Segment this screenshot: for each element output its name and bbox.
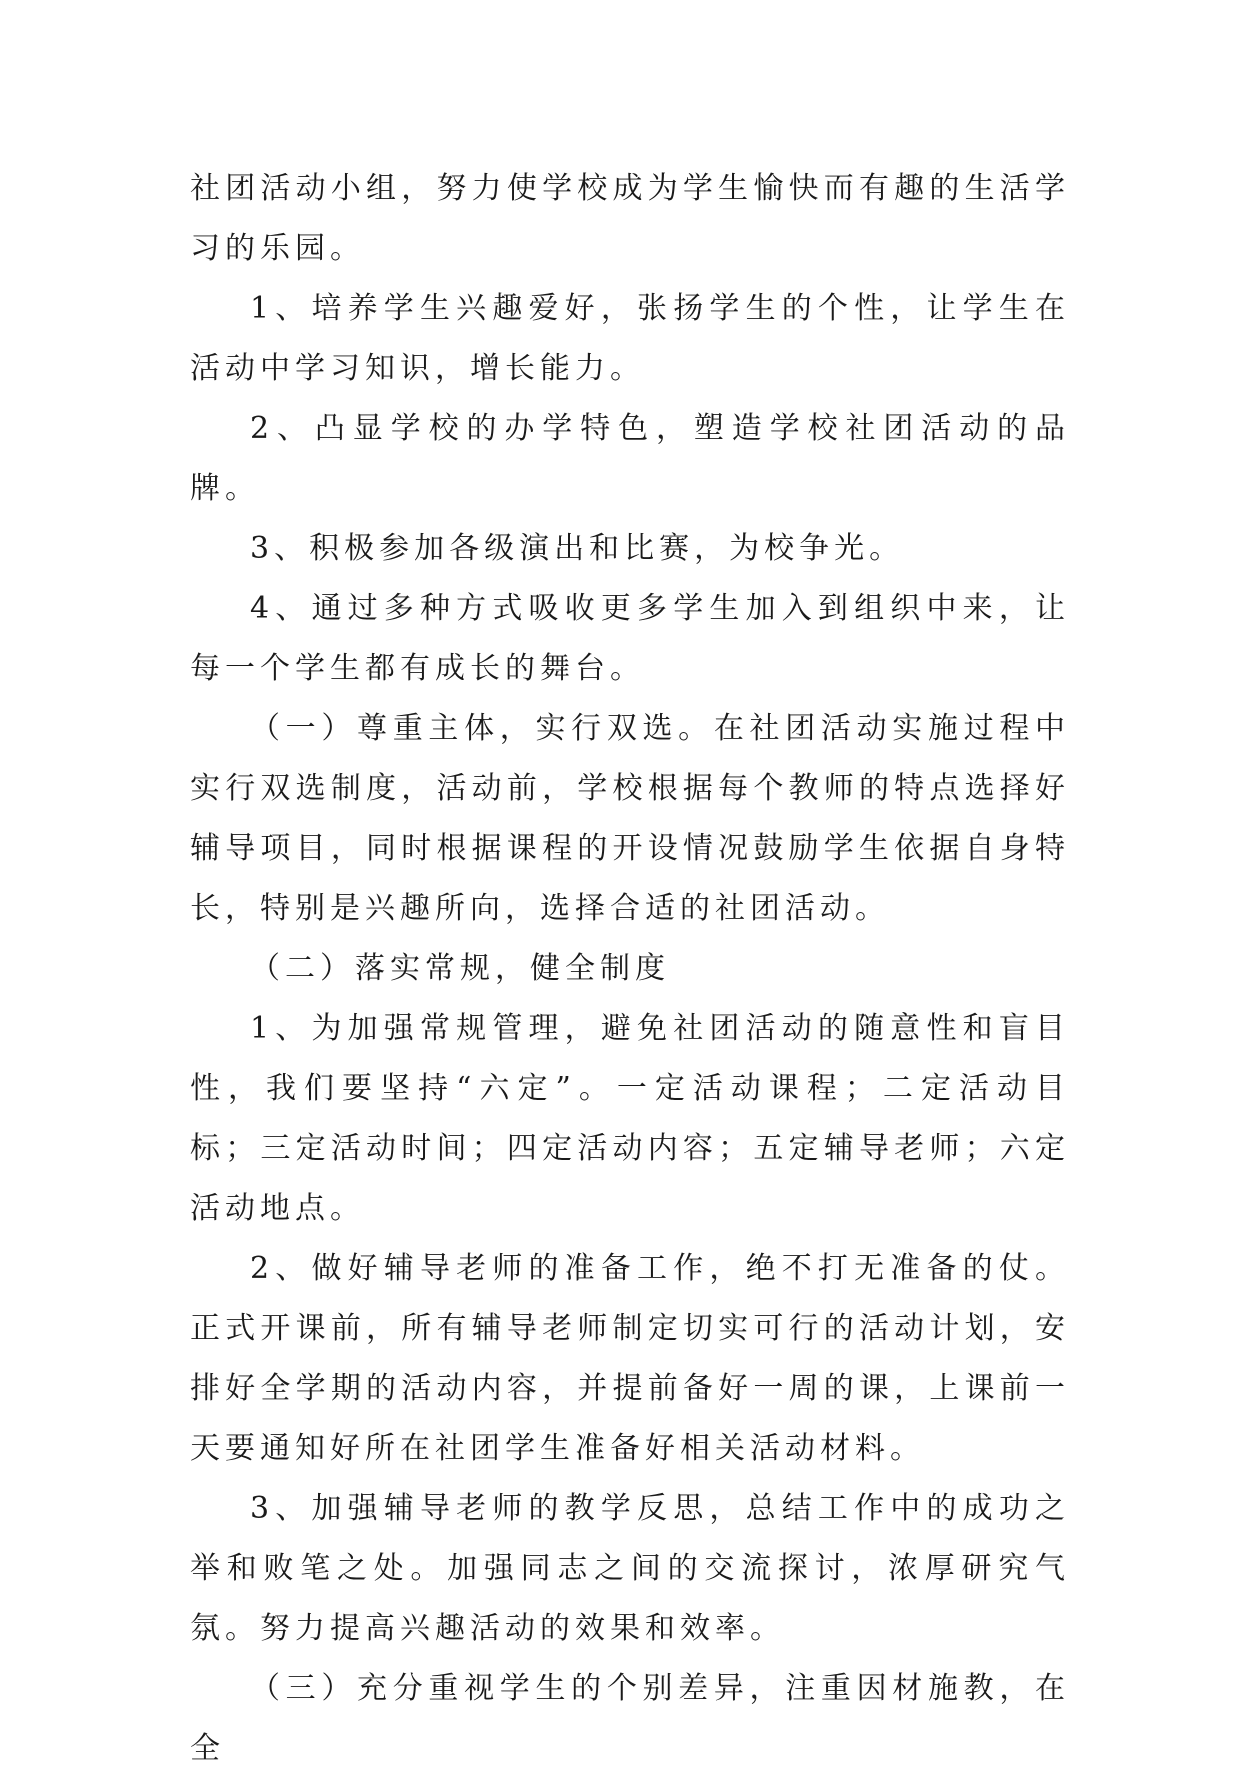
paragraph-goal-3: 3、积极参加各级演出和比赛，为校争光。 (250, 531, 905, 566)
paragraph-rule-2: 2、做好辅导老师的准备工作，绝不打无准备的仗。正式开课前，所有辅导老师制定切实可行的活动计划，安排好全学期的活动内容，并提前备好一周的课，上课前一天要通知好所在社团学生准备好相关活动材料。 (190, 1251, 1070, 1466)
paragraph-section-2-heading: （二）落实常规，健全制度 (250, 951, 670, 986)
paragraph-rule-3: 3、加强辅导老师的教学反思，总结工作中的成功之举和败笔之处。加强同志之间的交流探讨，浓厚研究气氛。努力提高兴趣活动的效果和效率。 (190, 1491, 1070, 1646)
paragraph-section-3: （三）充分重视学生的个别差异，注重因材施教，在全 (190, 1671, 1070, 1766)
paragraph-goal-2: 2、凸显学校的办学特色，塑造学校社团活动的品牌。 (190, 411, 1070, 506)
paragraph-intro-continued: 社团活动小组，努力使学校成为学生愉快而有趣的生活学习的乐园。 (190, 171, 1070, 266)
paragraph-goal-1: 1、培养学生兴趣爱好，张扬学生的个性，让学生在活动中学习知识，增长能力。 (190, 291, 1070, 386)
paragraph-section-1: （一）尊重主体，实行双选。在社团活动实施过程中实行双选制度，活动前，学校根据每个教师的特点选择好辅导项目，同时根据课程的开设情况鼓励学生依据自身特长，特别是兴趣所向，选择合适的社团活动。 (190, 711, 1070, 926)
document-body (190, 159, 1070, 1779)
paragraph-goal-4: 4、通过多种方式吸收更多学生加入到组织中来，让每一个学生都有成长的舞台。 (190, 591, 1070, 686)
paragraph-rule-1: 1、为加强常规管理，避免社团活动的随意性和盲目性，我们要坚持“六定”。一定活动课程；二定活动目标；三定活动时间；四定活动内容；五定辅导老师；六定活动地点。 (190, 1011, 1070, 1226)
